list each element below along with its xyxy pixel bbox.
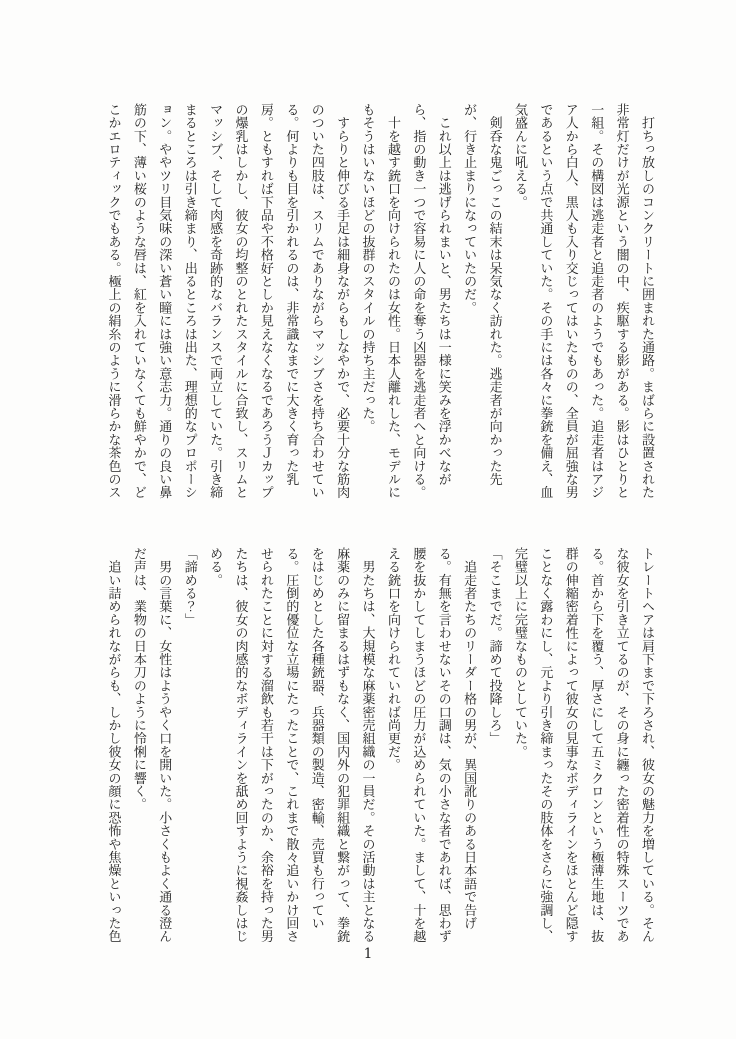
page-number: 1 [363,946,373,962]
text-column: 剣呑な鬼ごっこの結末は呆気なく訪れた。逃走者が向かった先 [486,103,502,486]
text-column: 房。ともすれば下品や不格好としか見えなくなるであろうＪカップ [257,103,273,499]
text-column: 完璧以上に完璧なものとしていた。 [511,547,527,759]
text-column: であるという点で共通していた。その手には各々に拳銃を備え、血 [537,103,553,499]
text-column: せられたことに対する溜飲も若干は下がったのか、余裕を持った男 [257,547,273,943]
text-column: だ声は、業物の日本刀のように怜悧に響く。 [130,547,146,811]
text-column: 男の言葉に、女性はようやく口を開いた。小さくもよく通る澄ん [156,547,172,943]
text-column: 筋の下、薄い桜のような唇は、紅を入れていなくても鮮やかで、ど [130,103,146,499]
text-column: 非常灯だけが光源という闇の中、疾駆する影がある。影はひとりと [613,103,629,499]
text-column: 腰を抜かしてしまうほどの圧力が込められていた。まして、十を越 [410,547,426,943]
text-column: 十を越す銃口を向けられたのは女性。日本人離れした、モデルに [384,103,400,499]
text-column: 気盛んに吼える。 [511,103,527,209]
text-column: 追い詰められながらも、しかし彼女の顔に恐怖や焦燥といった色 [105,547,121,943]
text-column: マッシブ、そして肉感を奇跡的なバランスで両立していた。引き締 [207,103,223,499]
text-column: 麻薬のみに留まるはずもなく、国内外の犯罪組織と繋がって、拳銃 [334,547,350,943]
text-column: な彼女を引き立てるのが、その身に纏った密着性の特殊スーツであ [613,547,629,943]
text-column: る。何よりも目を引かれるのは、非常識なまでに大きく育った乳 [283,103,299,486]
text-column: ことなく露わにし、元より引き締まったその肢体をさらに強調し、 [537,547,553,943]
text-column: のついた四肢は、スリムでありながらマッシブさを持ち合わせてい [308,103,324,499]
upper-text-block [100,103,659,500]
text-column: が、行き止まりになっていたのだ。 [461,103,477,315]
text-column: もそうはいないほどの抜群のスタイルの持ち主だった。 [359,103,375,433]
text-column: 男たちは、大規模な麻薬密売組織の一員だ。その活動は主となる [359,547,375,943]
text-column: める。 [207,547,223,587]
text-column: まるところは引き締まり、出るところは出た、理想的なプロポーシ [181,103,197,499]
text-column: ョン。ややツリ目気味の深い蒼い瞳には強い意志力。通りの良い鼻 [156,103,172,499]
text-column: こかエロティックでもある。極上の絹糸のように滑らかな茶色のス [105,103,121,499]
text-column: る。首から下を覆う、厚さにして五ミクロンという極薄生地は、抜 [588,547,604,943]
text-column: 「そこまでだ。諦めて投降しろ」 [486,547,502,745]
text-column: る。有無を言わせないその口調は、気の小さな者であれば、思わず [435,547,451,943]
text-column: ア人から白人、黒人も入り交じってはいたものの、全員が屈強な男 [562,103,578,499]
text-column: 打ちっ放しのコンクリートに囲まれた通路。まばらに設置された [639,103,654,499]
text-column: 群の伸縮密着性によって彼女の見事なボディラインをほとんど隠す [562,547,578,943]
text-column: 追走者たちのリーダー格の男が、異国訛りのある日本語で告げ [461,547,477,930]
text-column: える銃口を向けられていれば尚更だ。 [384,547,400,772]
text-column: をはじめとした各種銃器、兵器類の製造、密輸、売買も行ってい [308,547,324,930]
text-column: る。圧倒的優位な立場にたったことで、これまで散々追いかけ回さ [283,547,299,943]
text-column: ら、指の動き一つで容易に人の命を奪う凶器を逃走者へと向ける。 [410,103,426,499]
text-column: たちは、彼女の肉感的なボディラインを舐め回すように視姦しはじ [232,547,248,943]
lower-text-block [100,547,659,944]
text-column: 一組。その構図は逃走者と追走者のようでもあった。追走者はアジ [588,103,604,499]
text-column: すらりと伸びる手足は細身ながらもしなやかで、必要十分な筋肉 [334,103,350,499]
text-column: トレートヘアは肩下まで下ろされ、彼女の魅力を増している。そん [639,547,654,943]
text-column: これ以上は逃げられまいと、男たちは一様に笑みを浮かべなが [435,103,451,486]
text-column: 「諦める？」 [181,547,197,627]
text-column: の爆乳はしかし、彼女の均整のとれたスタイルに合致し、スリムと [232,103,248,499]
